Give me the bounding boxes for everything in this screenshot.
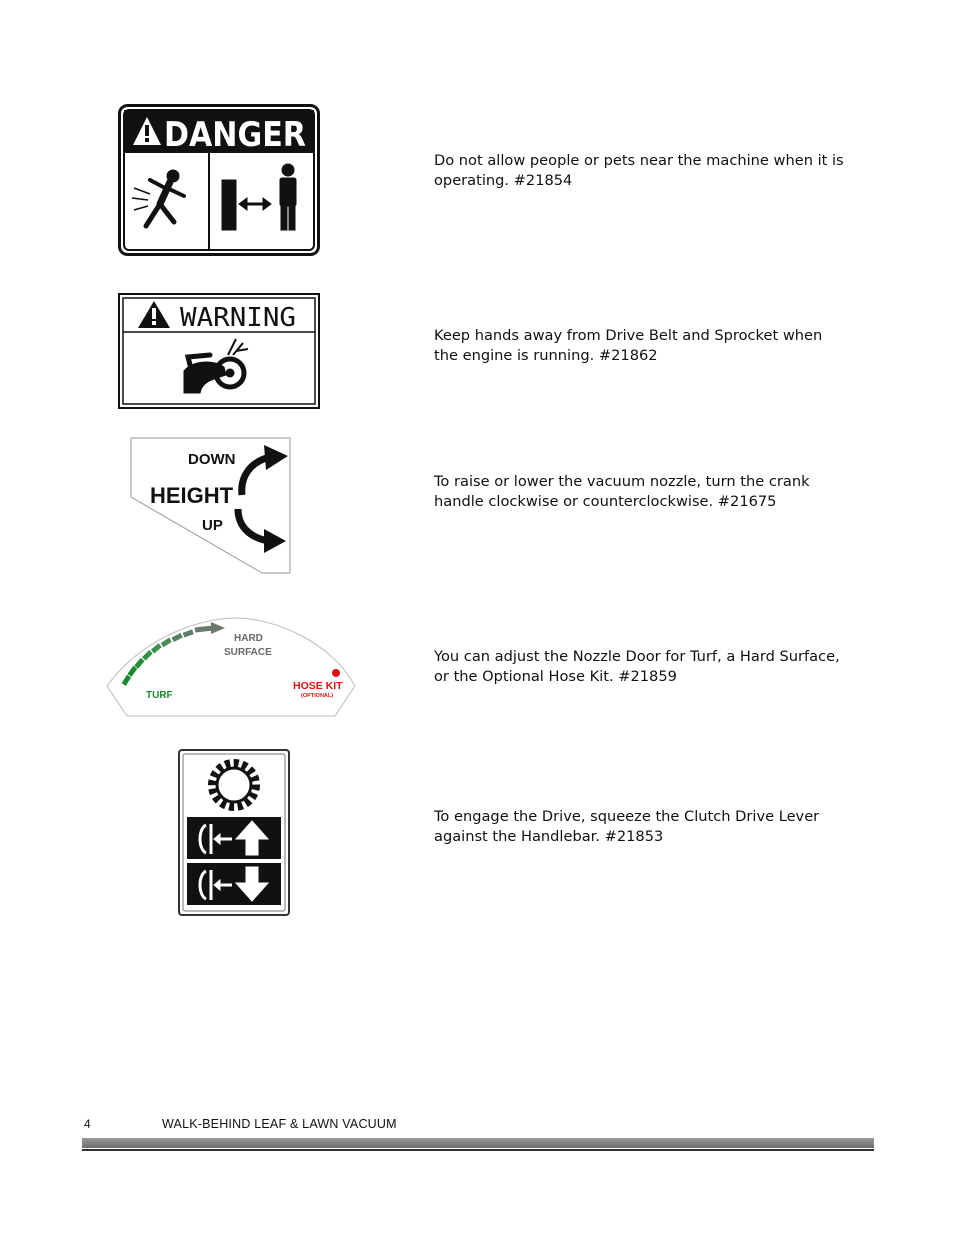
danger-signal-word: DANGER [164,115,306,155]
warning-signal-word: WARNING [180,303,296,333]
warning-decal [118,293,320,409]
height-label-main: HEIGHT [150,483,234,508]
danger-decal [118,104,320,256]
drive-gear-icon [212,763,256,807]
footer-rule-underline [82,1149,874,1151]
warning-decal-description: Keep hands away from Drive Belt and Sprocket when the engine is running. #21862 [434,327,823,364]
nozzle-label-hard: HARD [234,633,263,644]
nozzle-decal-description: You can adjust the Nozzle Door for Turf, a Hard Surface, or the Optional Hose Kit. #21859 [434,648,840,685]
nozzle-label-hose-kit: HOSE KIT [293,680,343,692]
danger-decal-description: Do not allow people or pets near the machine when it is operating. #21854 [434,152,844,189]
nozzle-label-optional: (OPTIONAL) [301,693,334,699]
page-number: 4 [84,1117,91,1131]
height-decal-description: To raise or lower the vacuum nozzle, turn the crank handle clockwise or counterclockwise. #21675 [434,473,810,510]
nozzle-door-decal [105,614,357,720]
footer-rule [82,1138,874,1148]
height-label-up: UP [202,517,223,534]
nozzle-label-surface: SURFACE [224,647,272,658]
drive-engage-decal [178,749,290,916]
height-adjust-decal [130,437,292,575]
hose-kit-indicator-dot [332,669,340,677]
nozzle-label-turf: TURF [146,690,173,701]
height-label-down: DOWN [188,451,236,468]
drive-decal-description: To engage the Drive, squeeze the Clutch Drive Lever against the Handlebar. #21853 [434,808,820,845]
manual-title: WALK-BEHIND LEAF & LAWN VACUUM [162,1117,397,1131]
